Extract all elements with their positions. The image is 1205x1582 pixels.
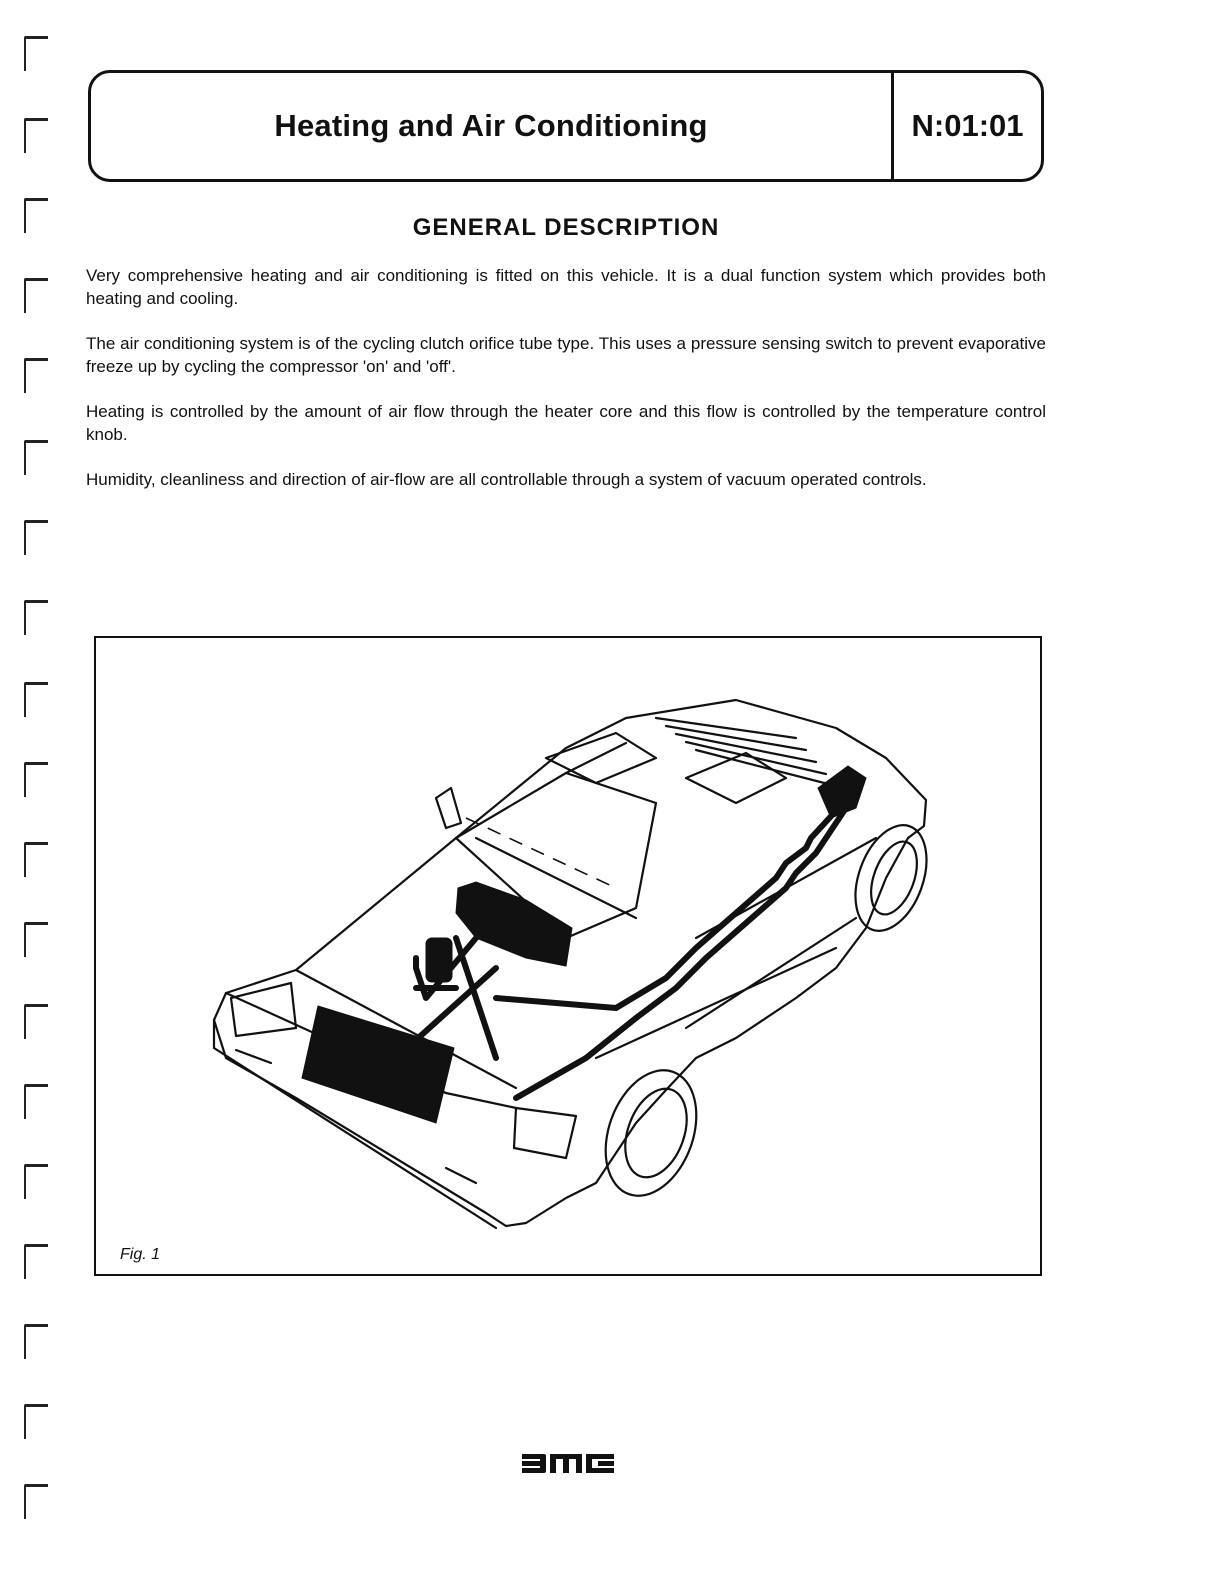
binding-hole (24, 358, 48, 393)
paragraph: Heating is controlled by the amount of air flow through the heater core and this flow is controlled by the temperature control knob. (86, 402, 1046, 444)
dmc-logo-mark (520, 1452, 616, 1474)
binding-hole (24, 600, 48, 635)
binding-hole (24, 1164, 48, 1199)
binding-hole (24, 682, 48, 717)
binding-hole (24, 1404, 48, 1439)
figure-label: Fig. 1 (120, 1246, 161, 1263)
section-code: N:01:01 (911, 108, 1024, 143)
binding-hole (24, 1324, 48, 1359)
binding-hole (24, 842, 48, 877)
figure (94, 636, 1042, 1276)
binding-hole (24, 440, 48, 475)
page-header (88, 70, 1044, 182)
binding-hole (24, 1084, 48, 1119)
binding-hole (24, 520, 48, 555)
binding-hole (24, 1004, 48, 1039)
binding-hole (24, 1484, 48, 1519)
binding-hole (24, 118, 48, 153)
binding-holes (0, 0, 70, 1582)
paragraph: Humidity, cleanliness and direction of air-flow are all controllable through a system of vacuum operated controls. (86, 470, 927, 489)
page-title: Heating and Air Conditioning (274, 108, 708, 143)
section-heading: GENERAL DESCRIPTION (412, 214, 720, 241)
dmc-logo (520, 1452, 616, 1479)
binding-hole (24, 922, 48, 957)
binding-hole (24, 36, 48, 71)
paragraph: The air conditioning system is of the cycling clutch orifice tube type. This uses a pressure sensing switch to prevent evaporative freeze up by cycling the compressor 'on' and 'off'. (86, 334, 1046, 376)
body-text (86, 264, 1046, 513)
paragraph: Very comprehensive heating and air conditioning is fitted on this vehicle. It is a dual function system which provides both heating and cooling. (86, 266, 1046, 308)
binding-hole (24, 1244, 48, 1279)
binding-hole (24, 762, 48, 797)
car-illustration (96, 638, 1040, 1274)
binding-hole (24, 278, 48, 313)
binding-hole (24, 198, 48, 233)
